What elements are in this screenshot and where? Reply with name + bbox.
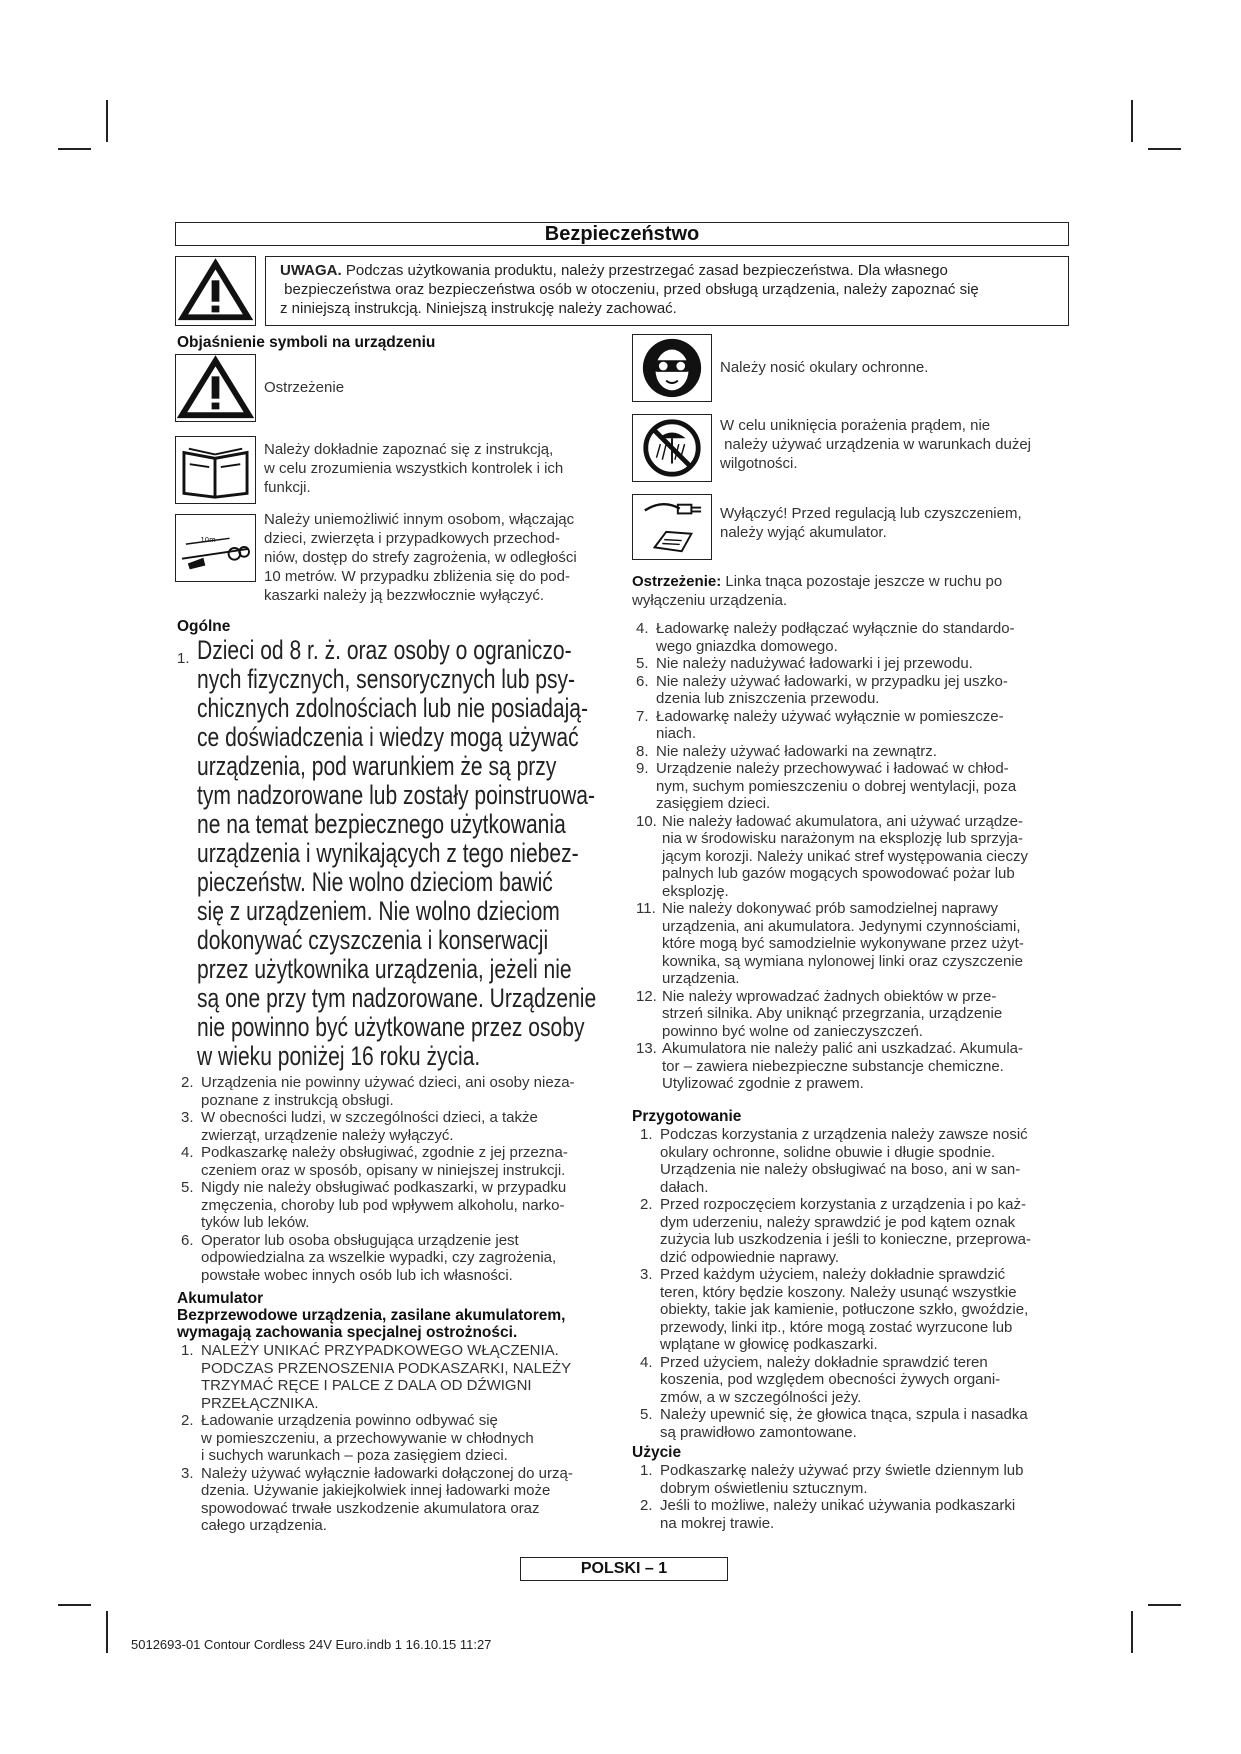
crop-mark (58, 1604, 91, 1606)
ogolne-item-1-text: Dzieci od 8 r. ż. oraz osoby o ograniczo- nych fizycznych, sensorycznych lub psy- chicznych zdolnościach lub nie posiadają- ce doświadczenia i wiedzy mogą używać urządzenia, pod warunkiem że są przy tym nadzorowane lub zostały poinstruowa- ne na temat bezpiecznego użytkowania urządzenia i wynikających z tego niebez- pieczeństw. Nie wolno dzieciom bawić się z urządzeniem. Nie wolno dzieciom dokonywać czyszczenia i konserwacji przez użytkownika urządzenia, jeżeli nie są one przy tym nadzorowane. Urządzenie nie powinno być użytkowane przez osoby w wieku poniżej 16 roku życia. (197, 635, 597, 1071)
crop-mark (58, 148, 91, 150)
uwaga-label: UWAGA. (280, 262, 342, 279)
akumulator-section (177, 1290, 627, 1341)
list-item: 5. Nigdy nie należy obsługiwać podkaszarki, w przypadku zmęczenia, choroby lub pod wpływem alkoholu, narko- tyków lub leków. (181, 1179, 567, 1231)
uzycie-list (640, 1462, 1080, 1532)
list-item: 13. Akumulatora nie należy palić ani uszkadzać. Akumula- tor – zawiera niebezpieczne substancje chemiczne. Utylizować zgodnie z prawem. (636, 1040, 1024, 1092)
list-item: 12. Nie należy wprowadzać żadnych obiektów w prze- strzeń silnika. Aby uniknąć przegrzania, urządzenie powinno być wolne od zanieczyszczeń. (636, 987, 1003, 1040)
list-item: 1. Podczas korzystania z urządzenia należy zawsze nosić okulary ochronne, solidne obuwie i długie spodnie. Urządzenia nie należy obsługiwać na boso, ani w san- dałach. (640, 1126, 1028, 1196)
przygotowanie-heading: Przygotowanie (632, 1108, 742, 1125)
crop-mark (1131, 1611, 1133, 1653)
rain-text: W celu uniknięcia porażenia prądem, nie należy używać urządzenia w warunkach dużej wilgotności. (720, 417, 1031, 472)
warning-text: Ostrzeżenie (264, 379, 345, 396)
goggles-text: Należy nosić okulary ochronne. (720, 359, 929, 376)
crop-mark (106, 1611, 108, 1653)
list-item: 2. Ładowanie urządzenia powinno odbywać się w pomieszczeniu, a przechowywanie w chłodnych i suchych warunkach – poza zasięgiem dzieci. (181, 1412, 534, 1464)
przygotowanie-list (640, 1126, 1080, 1441)
list-item: 10. Nie należy ładować akumulatora, ani używać urządze- nia w środowisku narażonym na eksplozję lub sprzyja- jącym korozji. Należy unikać stref występowania cieczy palnych lub gazów mogących spowodować pożar lub eksplozję. (636, 812, 1028, 900)
akumulator-list-continued (636, 620, 1076, 1093)
list-item: 8. Nie należy używać ładowarki na zewnątrz. (636, 742, 937, 760)
list-item: 4. Ładowarkę należy podłączać wyłącznie do standardo- wego gniazdka domowego. (636, 620, 1015, 655)
list-item: 2. Przed rozpoczęciem korzystania z urządzenia i po każ- dym uderzeniu, należy sprawdzić je pod kątem oznak zużycia lub uszkodzenia i jeśli to konieczne, przeprowa- dzić odpowiednie naprawy. (640, 1196, 1032, 1266)
crop-mark (1148, 1604, 1181, 1606)
list-item: 5. Nie należy nadużywać ładowarki i jej przewodu. (636, 655, 973, 672)
list-item: 7. Ładowarkę należy używać wyłącznie w pomieszcze- niach. (636, 707, 1004, 742)
manual-text: Należy dokładnie zapoznać się z instrukcją, w celu zrozumienia wszystkich kontrolek i ich funkcji. (264, 441, 564, 496)
list-item: 3. Należy używać wyłącznie ładowarki dołączonej do urzą- dzenia. Używanie jakiejkolwiek innej ładowarki może spowodować trwałe uszkodzenie akumulatora oraz całego urządzenia. (181, 1464, 573, 1534)
list-item: 2. Jeśli to możliwe, należy unikać używania podkaszarki na mokrej trawie. (640, 1497, 1016, 1532)
distance-label: 10m (200, 536, 216, 545)
no-rain-icon (632, 414, 712, 482)
crop-mark (1148, 148, 1181, 150)
manual-book-icon (175, 436, 256, 504)
list-item: 4. Podkaszarkę należy obsługiwać, zgodnie z jej przezna- czeniem oraz w sposób, opisany w niniejszej instrukcji. (181, 1144, 568, 1179)
list-item: 1. NALEŻY UNIKAĆ PRZYPADKOWEGO WŁĄCZENIA. PODCZAS PRZENOSZENIA PODKASZARKI, NALEŻY TRZYMAĆ RĘCE I PALCE Z DALA OD DŹWIGNI PRZEŁĄCZNIKA. (181, 1342, 572, 1412)
safety-goggles-icon (632, 334, 712, 402)
list-item: 3. W obecności ludzi, w szczególności dzieci, a także zwierząt, urządzenie należy wyłączyć. (181, 1109, 538, 1144)
distance-text: Należy uniemożliwić innym osobom, włączając dzieci, zwierzęta i przypadkowych przechod- niów, dostęp do strefy zagrożenia, w odległości 10 metrów. W przypadku zbliżenia się do pod- kaszarki należy ją bezzwłocznie wyłączyć. (264, 511, 577, 604)
disconnect-text: Wyłączyć! Przed regulacją lub czyszczeniem, należy wyjąć akumulator. (720, 505, 1022, 541)
akumulator-heading: Akumulator (177, 1290, 264, 1307)
list-item: 9. Urządzenie należy przechowywać i ładować w chłod- nym, suchym pomieszczeniu o dobrej wentylacji, poza zasięgiem dzieci. (636, 760, 1017, 812)
list-item: 6. Nie należy używać ładowarki, w przypadku jej uszko- dzenia lub zniszczenia przewodu. (636, 672, 1008, 707)
list-item: 4. Przed użyciem, należy dokładnie sprawdzić teren koszenia, pod względem obecności żywych organi- zmów, a w szczególności jeży. (640, 1353, 1001, 1406)
list-item: 1. Podkaszarkę należy używać przy świetle dziennym lub dobrym oświetleniu sztucznym. (640, 1462, 1024, 1497)
crop-mark (1131, 100, 1133, 142)
crop-mark (106, 100, 108, 142)
ostrzezenie-note: Ostrzeżenie: Linka tnąca pozostaje jeszcze w ruchu po wyłączeniu urządzenia. (632, 573, 1003, 609)
list-item: 5. Należy upewnić się, że głowica tnąca, szpula i nasadka są prawidłowo zamontowane. (640, 1406, 1028, 1441)
bystander-distance-icon (175, 514, 256, 582)
page-number: POLSKI – 1 (520, 1557, 728, 1581)
symbols-heading: Objaśnienie symboli na urządzeniu (177, 334, 436, 351)
item-number: 1. (177, 650, 190, 667)
uzycie-heading: Użycie (632, 1444, 682, 1461)
ogolne-heading: Ogólne (177, 618, 231, 635)
akumulator-subheading: Bezprzewodowe urządzenia, zasilane akumulatorem, wymagają zachowania specjalnej ostrożności. (177, 1307, 566, 1341)
uwaga-notice: UWAGA. Podczas użytkowania produktu, należy przestrzegać zasad bezpieczeństwa. Dla własnego bezpieczeństwa oraz bezpieczeństwa osób w otoczeniu, przed obsługą urządzenia, należy zapoznać się z niniejszą instrukcją. Niniejszą instrukcję należy zachować. (265, 256, 1069, 326)
page-title: Bezpieczeństwo (175, 222, 1069, 246)
list-item: 3. Przed każdym użyciem, należy dokładnie sprawdzić teren, który będzie koszony. Należy usunąć wszystkie obiekty, takie jak kamienie, potłuczone szkło, gwoździe, przewody, linki itp., które mogą zostać wyrzucone lub wplątane w głowicę podkaszarki. (640, 1266, 1029, 1353)
list-item: 2. Urządzenia nie powinny używać dzieci, ani osoby nieza- poznane z instrukcją obsługi. (181, 1074, 575, 1109)
ogolne-list (181, 1074, 621, 1284)
list-item: 6. Operator lub osoba obsługująca urządzenie jest odpowiedzialna za wszelkie wypadki, czy zagrożenia, powstałe wobec innych osób lub ich własności. (181, 1231, 557, 1284)
list-item: 11. Nie należy dokonywać prób samodzielnej naprawy urządzenia, ani akumulatora. Jedynymi czynnościami, które mogą być samodzielnie wykonywane przez użyt- kownika, są wymiana nylonowej linki oraz czyszczenie urządzenia. (636, 900, 1024, 987)
akumulator-list (181, 1342, 621, 1535)
print-info: 5012693-01 Contour Cordless 24V Euro.indb 1 16.10.15 11:27 (131, 1637, 492, 1652)
warning-icon (175, 354, 256, 422)
warning-triangle-icon (175, 256, 256, 326)
ostrzezenie-label: Ostrzeżenie: (632, 573, 722, 590)
remove-battery-icon (632, 494, 712, 560)
